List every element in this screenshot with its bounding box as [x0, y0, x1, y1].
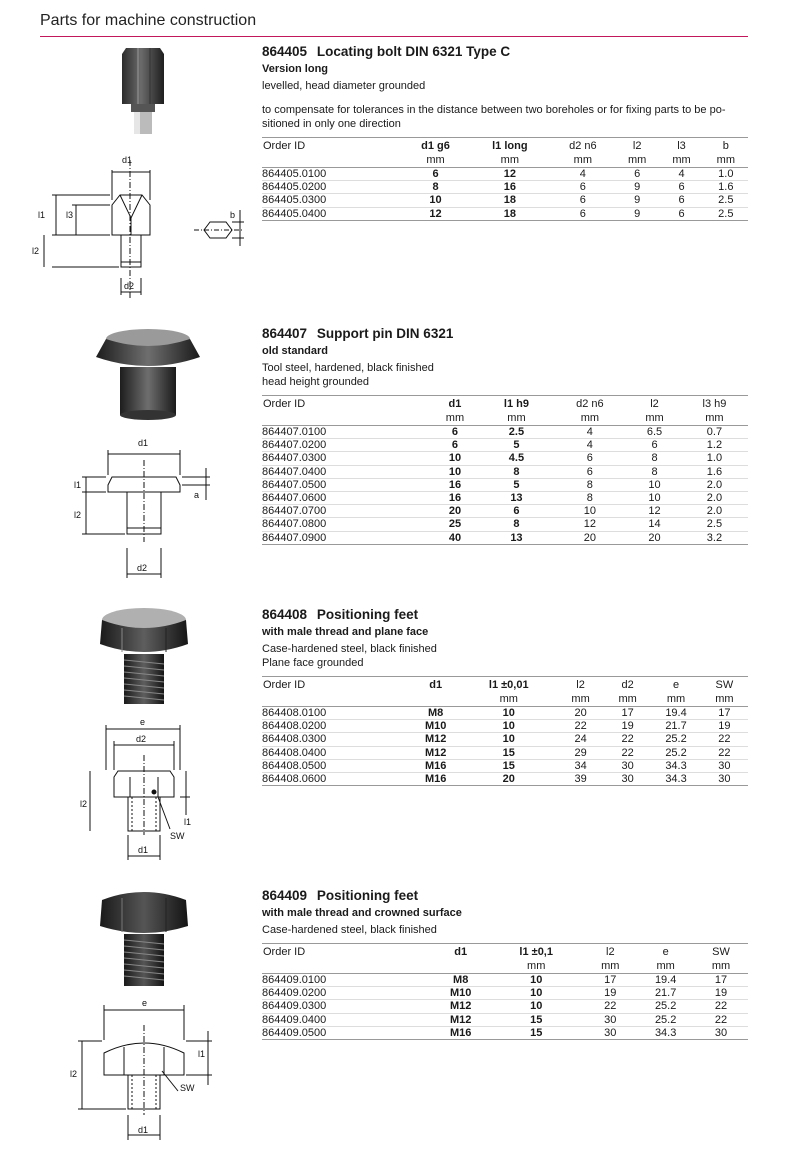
product-subtitle: with male thread and crowned surface [262, 907, 462, 919]
order-id: 864407.0500 [262, 478, 429, 491]
product-subtitle: Version long [262, 63, 329, 75]
cell: 22 [583, 1000, 637, 1013]
table-row [262, 492, 748, 505]
cell: 20 [460, 773, 557, 786]
product-code: 864408 [262, 607, 308, 622]
order-id: 864407.0100 [262, 426, 429, 439]
table-row [262, 426, 748, 439]
spec-table [262, 137, 748, 221]
dim-l1: l1 [74, 480, 82, 490]
col-header: d1 [429, 396, 482, 412]
cell: 17 [583, 974, 637, 987]
product-desc: levelled, head diameter grounded [262, 80, 426, 92]
cell: 6 [551, 194, 615, 207]
order-id: 864405.0200 [262, 181, 402, 194]
cell: 12 [552, 518, 629, 531]
cell: 9 [615, 194, 659, 207]
col-unit: mm [481, 411, 551, 426]
cell: 20 [628, 531, 681, 544]
col-header: l2 [615, 138, 659, 154]
cell: 10 [460, 720, 557, 733]
cell: 2.5 [704, 194, 748, 207]
product-code: 864407 [262, 326, 308, 341]
cell: 6 [659, 181, 703, 194]
cell: 10 [489, 987, 583, 1000]
dim-d1: d1 [138, 845, 149, 855]
table-row [262, 707, 748, 720]
product-subtitle: with male thread and plane face [262, 626, 429, 638]
cell: 30 [583, 1026, 637, 1039]
cell: 30 [604, 773, 651, 786]
cell: M16 [411, 759, 461, 772]
section-heading [262, 888, 748, 903]
cell: 8 [481, 465, 551, 478]
col-unit: mm [615, 153, 659, 168]
col-unit: mm [489, 959, 583, 974]
order-id: 864407.0900 [262, 531, 429, 544]
locating-bolt-drawing [32, 150, 247, 305]
cell: 8 [552, 492, 629, 505]
col-unit [262, 959, 432, 974]
col-header: b [704, 138, 748, 154]
order-id: 864408.0300 [262, 733, 411, 746]
cell: M16 [411, 773, 461, 786]
cell: 18 [469, 194, 551, 207]
cell: 4 [552, 426, 629, 439]
col-header: Order ID [262, 138, 402, 154]
col-header: l3 h9 [681, 396, 748, 412]
section-heading [262, 326, 748, 341]
cell: 1.6 [681, 465, 748, 478]
col-header: Order ID [262, 396, 429, 412]
dim-l1: l1 [184, 817, 192, 827]
cell: 4.5 [481, 452, 551, 465]
support-pin-drawing [70, 430, 220, 580]
col-header: l2 [628, 396, 681, 412]
cell: 22 [701, 733, 748, 746]
col-unit: mm [659, 153, 703, 168]
cell: 24 [557, 733, 604, 746]
dim-l1: l1 [198, 1049, 206, 1059]
table-row [262, 746, 748, 759]
section-864408 [262, 607, 748, 786]
dim-b: b [230, 210, 236, 220]
cell: 1.0 [681, 452, 748, 465]
cell: 22 [694, 1000, 748, 1013]
dim-d2: d2 [136, 734, 147, 744]
cell: M12 [411, 746, 461, 759]
cell: 40 [429, 531, 482, 544]
cell: 14 [628, 518, 681, 531]
cell: 6 [429, 426, 482, 439]
col-unit: mm [551, 153, 615, 168]
order-id: 864405.0300 [262, 194, 402, 207]
cell: 1.0 [704, 168, 748, 181]
cell: 18 [469, 207, 551, 220]
table-row [262, 1026, 748, 1039]
cell: 5 [481, 478, 551, 491]
cell: 17 [694, 974, 748, 987]
cell: 6 [615, 168, 659, 181]
table-row [262, 207, 748, 220]
cell: 16 [429, 478, 482, 491]
cell: 21.7 [651, 720, 701, 733]
table-row [262, 974, 748, 987]
dim-e: e [140, 717, 146, 727]
cell: 19 [583, 987, 637, 1000]
col-header: SW [701, 677, 748, 693]
cell: 2.0 [681, 492, 748, 505]
cell: M10 [432, 987, 489, 1000]
cell: 9 [615, 207, 659, 220]
cell: 0.7 [681, 426, 748, 439]
cell: 17 [604, 707, 651, 720]
col-header: l2 [583, 944, 637, 960]
cell: 25.2 [637, 1000, 694, 1013]
col-unit: mm [681, 411, 748, 426]
cell: 1.6 [704, 181, 748, 194]
cell: 8 [628, 452, 681, 465]
order-id: 864407.0300 [262, 452, 429, 465]
cell: 2.0 [681, 505, 748, 518]
col-unit: mm [637, 959, 694, 974]
cell: 19 [701, 720, 748, 733]
col-header: d1 [432, 944, 489, 960]
positioning-foot-crowned-photo [92, 884, 197, 994]
order-id: 864405.0400 [262, 207, 402, 220]
cell: M8 [411, 707, 461, 720]
cell: 10 [429, 465, 482, 478]
cell: 6 [552, 452, 629, 465]
section-864405 [262, 44, 748, 221]
product-code: 864409 [262, 888, 308, 903]
col-header: Order ID [262, 944, 432, 960]
col-header: d1 g6 [402, 138, 469, 154]
cell: 9 [615, 181, 659, 194]
product-name: Positioning feet [316, 607, 419, 622]
cell: 25.2 [651, 733, 701, 746]
cell: 3.2 [681, 531, 748, 544]
cell: 15 [460, 759, 557, 772]
product-desc: head height grounded [262, 376, 370, 388]
cell: 34.3 [651, 773, 701, 786]
cell: 30 [701, 759, 748, 772]
col-unit: mm [604, 692, 651, 707]
table-row [262, 194, 748, 207]
cell: 2.0 [681, 478, 748, 491]
cell: 15 [489, 1013, 583, 1026]
order-id: 864408.0400 [262, 746, 411, 759]
cell: 20 [429, 505, 482, 518]
positioning-foot-plane-photo [92, 602, 197, 712]
dim-l1: l1 [38, 210, 46, 220]
col-unit [262, 692, 411, 707]
dim-e: e [142, 998, 148, 1008]
cell: 8 [628, 465, 681, 478]
col-unit: mm [469, 153, 551, 168]
col-header: l1 h9 [481, 396, 551, 412]
cell: 10 [460, 707, 557, 720]
col-header: Order ID [262, 677, 411, 693]
product-desc: Case-hardened steel, black finished [262, 924, 437, 936]
dim-l2: l2 [32, 246, 40, 256]
cell: 22 [694, 1013, 748, 1026]
product-desc: Tool steel, hardened, black finished [262, 362, 434, 374]
cell: 6 [429, 439, 482, 452]
cell: 20 [552, 531, 629, 544]
col-header: l2 [557, 677, 604, 693]
support-pin-photo [92, 323, 204, 423]
dim-l2: l2 [70, 1069, 78, 1079]
table-row [262, 773, 748, 786]
cell: 6 [551, 207, 615, 220]
cell: 25.2 [637, 1013, 694, 1026]
cell: 10 [628, 478, 681, 491]
dim-d2: d2 [137, 563, 148, 573]
section-heading [262, 607, 748, 622]
dim-d1: d1 [122, 155, 133, 165]
table-row [262, 452, 748, 465]
cell: 8 [552, 478, 629, 491]
cell: M12 [432, 1013, 489, 1026]
locating-bolt-photo [118, 44, 168, 139]
product-subtitle: old standard [262, 345, 329, 357]
cell: M12 [432, 1000, 489, 1013]
cell: 13 [481, 492, 551, 505]
col-header: l1 ±0,01 [460, 677, 557, 693]
dim-l2: l2 [74, 510, 82, 520]
col-header: d2 [604, 677, 651, 693]
order-id: 864407.0800 [262, 518, 429, 531]
cell: M10 [411, 720, 461, 733]
table-row [262, 505, 748, 518]
dim-l3: l3 [66, 210, 74, 220]
dim-d2: d2 [124, 281, 135, 291]
cell: 10 [489, 974, 583, 987]
cell: 6 [551, 181, 615, 194]
cell: 8 [402, 181, 469, 194]
cell: 17 [701, 707, 748, 720]
cell: 34 [557, 759, 604, 772]
cell: 10 [460, 733, 557, 746]
cell: 15 [489, 1026, 583, 1039]
product-name: Support pin DIN 6321 [316, 326, 454, 341]
cell: M12 [411, 733, 461, 746]
col-unit: mm [460, 692, 557, 707]
col-unit [432, 959, 489, 974]
table-row [262, 531, 748, 544]
section-864407 [262, 326, 748, 545]
dim-a: a [194, 490, 200, 500]
cell: M8 [432, 974, 489, 987]
positioning-foot-crowned-drawing [62, 995, 222, 1145]
cell: 6 [552, 465, 629, 478]
cell: 16 [469, 181, 551, 194]
cell: 13 [481, 531, 551, 544]
spec-table [262, 676, 748, 786]
cell: 10 [489, 1000, 583, 1013]
col-unit: mm [429, 411, 482, 426]
product-desc: Case-hardened steel, black finished [262, 643, 437, 655]
order-id: 864408.0200 [262, 720, 411, 733]
order-id: 864405.0100 [262, 168, 402, 181]
cell: 4 [551, 168, 615, 181]
cell: 22 [701, 746, 748, 759]
col-header: e [651, 677, 701, 693]
order-id: 864408.0100 [262, 707, 411, 720]
product-name: Positioning feet [316, 888, 419, 903]
col-unit [411, 692, 461, 707]
cell: 25.2 [651, 746, 701, 759]
col-unit: mm [583, 959, 637, 974]
col-unit: mm [557, 692, 604, 707]
product-desc: Plane face grounded [262, 657, 364, 669]
table-row [262, 733, 748, 746]
order-id: 864409.0100 [262, 974, 432, 987]
cell: 12 [402, 207, 469, 220]
col-unit [262, 411, 429, 426]
cell: 19.4 [651, 707, 701, 720]
cell: 6 [659, 207, 703, 220]
cell: 19.4 [637, 974, 694, 987]
page-title: Parts for machine construction [40, 12, 257, 29]
col-unit: mm [701, 692, 748, 707]
cell: M16 [432, 1026, 489, 1039]
cell: 6.5 [628, 426, 681, 439]
table-row [262, 181, 748, 194]
col-header: l1 ±0,1 [489, 944, 583, 960]
cell: 15 [460, 746, 557, 759]
col-unit: mm [704, 153, 748, 168]
cell: 22 [604, 733, 651, 746]
cell: 20 [557, 707, 604, 720]
section-864409 [262, 888, 748, 1040]
order-id: 864407.0200 [262, 439, 429, 452]
cell: 10 [402, 194, 469, 207]
col-unit [262, 153, 402, 168]
cell: 4 [659, 168, 703, 181]
dim-sw: SW [180, 1083, 195, 1093]
order-id: 864408.0500 [262, 759, 411, 772]
col-header: d1 [411, 677, 461, 693]
col-header: d2 n6 [552, 396, 629, 412]
product-code: 864405 [262, 44, 308, 59]
order-id: 864407.0600 [262, 492, 429, 505]
order-id: 864408.0600 [262, 773, 411, 786]
cell: 2.5 [481, 426, 551, 439]
order-id: 864409.0500 [262, 1026, 432, 1039]
table-row [262, 518, 748, 531]
cell: 5 [481, 439, 551, 452]
order-id: 864407.0700 [262, 505, 429, 518]
cell: 21.7 [637, 987, 694, 1000]
dim-d1: d1 [138, 438, 149, 448]
order-id: 864409.0200 [262, 987, 432, 1000]
col-header: SW [694, 944, 748, 960]
cell: 19 [604, 720, 651, 733]
product-desc: to compensate for tolerances in the distance between two boreholes or for fixing parts to be po-sitioned in only one direction [262, 104, 726, 130]
cell: 30 [583, 1013, 637, 1026]
col-header: l1 long [469, 138, 551, 154]
col-unit: mm [694, 959, 748, 974]
table-row [262, 168, 748, 181]
dim-l2: l2 [80, 799, 88, 809]
order-id: 864407.0400 [262, 465, 429, 478]
cell: 2.5 [681, 518, 748, 531]
title-divider [40, 36, 748, 37]
cell: 6 [659, 194, 703, 207]
cell: 6 [628, 439, 681, 452]
col-header: d2 n6 [551, 138, 615, 154]
col-unit: mm [628, 411, 681, 426]
positioning-foot-plane-drawing [70, 715, 200, 865]
cell: 12 [628, 505, 681, 518]
table-row [262, 1000, 748, 1013]
col-header: e [637, 944, 694, 960]
cell: 2.5 [704, 207, 748, 220]
cell: 30 [604, 759, 651, 772]
col-unit: mm [402, 153, 469, 168]
col-unit: mm [552, 411, 629, 426]
spec-table [262, 943, 748, 1040]
cell: 19 [694, 987, 748, 1000]
cell: 10 [429, 452, 482, 465]
cell: 25 [429, 518, 482, 531]
col-unit: mm [651, 692, 701, 707]
table-row [262, 987, 748, 1000]
order-id: 864409.0400 [262, 1013, 432, 1026]
cell: 6 [402, 168, 469, 181]
table-row [262, 478, 748, 491]
dim-d1: d1 [138, 1125, 149, 1135]
table-row [262, 439, 748, 452]
section-heading [262, 44, 748, 59]
cell: 10 [628, 492, 681, 505]
cell: 30 [701, 773, 748, 786]
cell: 4 [552, 439, 629, 452]
spec-table [262, 395, 748, 545]
cell: 22 [604, 746, 651, 759]
table-row [262, 465, 748, 478]
cell: 12 [469, 168, 551, 181]
cell: 1.2 [681, 439, 748, 452]
cell: 6 [481, 505, 551, 518]
cell: 10 [552, 505, 629, 518]
cell: 34.3 [637, 1026, 694, 1039]
cell: 22 [557, 720, 604, 733]
table-row [262, 759, 748, 772]
dim-sw: SW [170, 831, 185, 841]
cell: 16 [429, 492, 482, 505]
cell: 8 [481, 518, 551, 531]
col-header: l3 [659, 138, 703, 154]
cell: 34.3 [651, 759, 701, 772]
cell: 39 [557, 773, 604, 786]
order-id: 864409.0300 [262, 1000, 432, 1013]
product-name: Locating bolt DIN 6321 Type C [316, 44, 511, 59]
cell: 29 [557, 746, 604, 759]
cell: 30 [694, 1026, 748, 1039]
table-row [262, 720, 748, 733]
table-row [262, 1013, 748, 1026]
